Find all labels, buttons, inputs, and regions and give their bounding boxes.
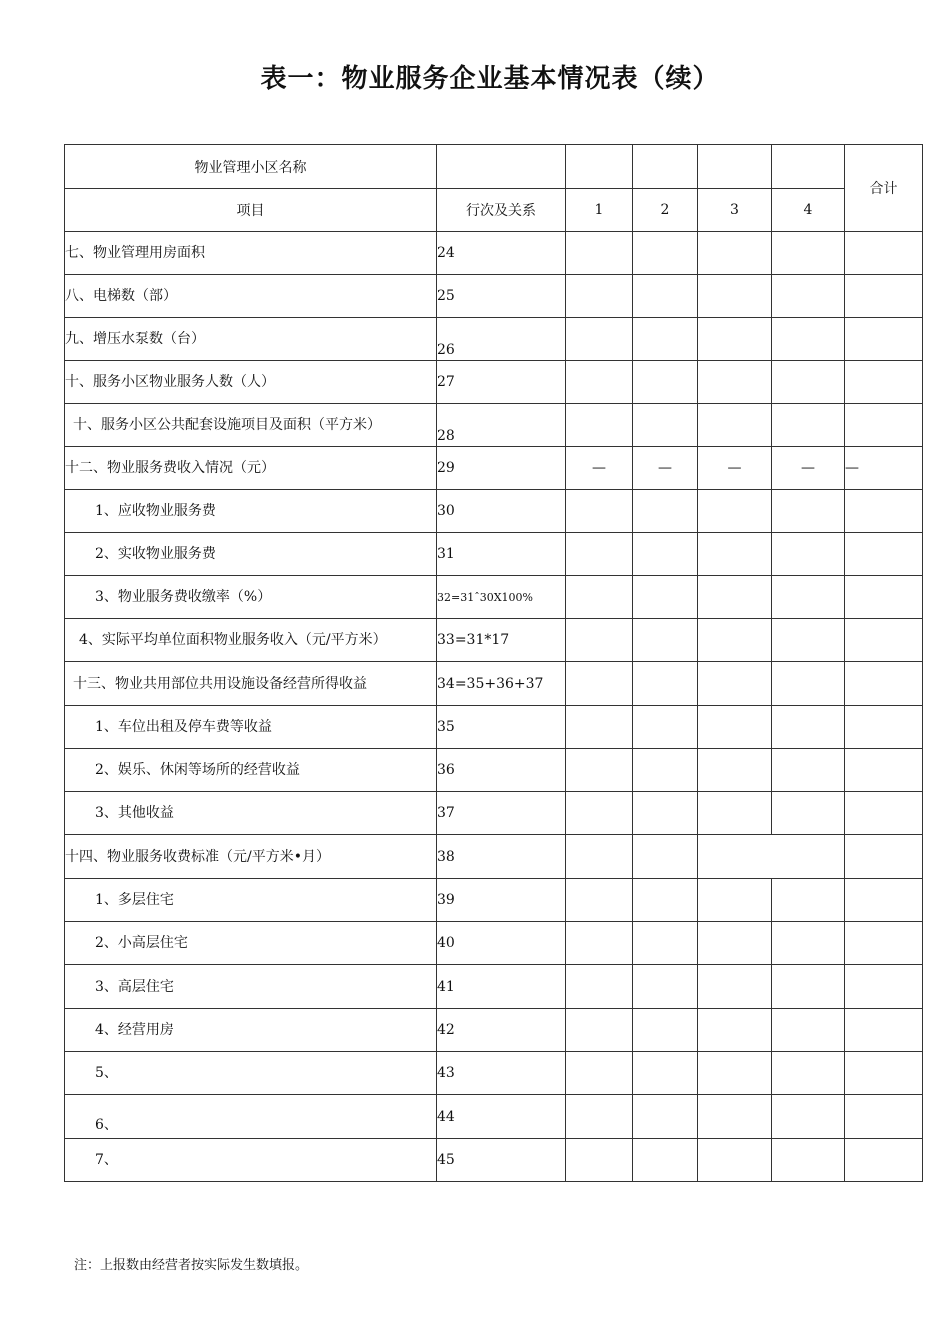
value-cell[interactable] [698, 965, 772, 1009]
district-cell-4[interactable] [772, 145, 845, 189]
district-cell-2[interactable] [633, 145, 698, 189]
value-cell[interactable] [698, 490, 772, 533]
value-cell[interactable] [633, 1139, 698, 1182]
district-name-label: 物业管理小区名称 [65, 145, 437, 189]
value-cell[interactable] [566, 749, 633, 792]
value-cell[interactable] [566, 533, 633, 576]
table-row [65, 749, 923, 792]
value-cell[interactable] [698, 879, 772, 922]
row-code: 40 [437, 922, 566, 965]
value-cell[interactable] [772, 749, 845, 792]
row-item: 十、服务小区物业服务人数（人） [65, 361, 437, 404]
value-cell[interactable] [566, 318, 633, 361]
district-cell-1[interactable] [566, 145, 633, 189]
row-item: 2、实收物业服务费 [65, 533, 437, 576]
value-cell[interactable] [772, 1139, 845, 1182]
table-row [65, 275, 923, 318]
total-cell[interactable] [845, 404, 923, 447]
table-row [65, 490, 923, 533]
value-cell[interactable] [566, 361, 633, 404]
value-cell[interactable] [772, 404, 845, 447]
value-cell[interactable] [566, 662, 633, 706]
header-row-columns [65, 189, 923, 232]
value-cell[interactable] [772, 361, 845, 404]
row-code: 36 [437, 749, 566, 792]
row-item: 1、多层住宅 [65, 879, 437, 922]
dash-cell: — [845, 447, 923, 490]
table-row [65, 662, 923, 706]
value-cell[interactable] [772, 533, 845, 576]
table-row [65, 447, 923, 490]
row-code: 41 [437, 965, 566, 1009]
value-cell[interactable] [566, 275, 633, 318]
row-code: 31 [437, 533, 566, 576]
row-item: 七、物业管理用房面积 [65, 232, 437, 275]
value-cell[interactable] [772, 619, 845, 662]
row-code: 45 [437, 1139, 566, 1182]
column-header-2: 2 [633, 189, 698, 232]
value-cell[interactable] [772, 275, 845, 318]
row-item: 6、 [65, 1095, 437, 1139]
value-cell[interactable] [698, 922, 772, 965]
value-cell[interactable] [566, 835, 633, 879]
value-cell[interactable] [772, 1095, 845, 1139]
total-header: 合计 [845, 145, 923, 232]
table-row [65, 792, 923, 835]
row-code: 35 [437, 706, 566, 749]
value-cell[interactable] [698, 1009, 772, 1052]
table-row [65, 318, 923, 361]
value-cell[interactable] [633, 965, 698, 1009]
value-cell[interactable] [698, 275, 772, 318]
value-cell-merged[interactable] [698, 835, 845, 879]
value-cell[interactable] [633, 706, 698, 749]
table-row [65, 619, 923, 662]
value-cell[interactable] [566, 792, 633, 835]
value-cell[interactable] [772, 706, 845, 749]
row-code: 28 [437, 404, 566, 447]
value-cell[interactable] [698, 576, 772, 619]
total-cell[interactable] [845, 749, 923, 792]
row-item: 十四、物业服务收费标准（元/平方米•月） [65, 835, 437, 879]
table-row [65, 1052, 923, 1095]
value-cell[interactable] [633, 922, 698, 965]
value-cell[interactable] [633, 318, 698, 361]
value-cell[interactable] [698, 361, 772, 404]
table-row [65, 835, 923, 879]
value-cell[interactable] [698, 1052, 772, 1095]
total-cell[interactable] [845, 1052, 923, 1095]
value-cell[interactable] [566, 1052, 633, 1095]
row-code: 38 [437, 835, 566, 879]
row-item: 1、车位出租及停车费等收益 [65, 706, 437, 749]
table-row [65, 1139, 923, 1182]
dash-cell: — [633, 447, 698, 490]
table-row [65, 1009, 923, 1052]
value-cell[interactable] [566, 922, 633, 965]
total-cell[interactable] [845, 576, 923, 619]
value-cell[interactable] [698, 619, 772, 662]
row-item: 2、小高层住宅 [65, 922, 437, 965]
page-title: 表一：物业服务企业基本情况表（续） [260, 64, 720, 94]
value-cell[interactable] [566, 1095, 633, 1139]
total-cell[interactable] [845, 835, 923, 879]
value-cell[interactable] [566, 1139, 633, 1182]
row-code: 44 [437, 1095, 566, 1139]
value-cell[interactable] [772, 1009, 845, 1052]
value-cell[interactable] [566, 706, 633, 749]
value-cell[interactable] [698, 232, 772, 275]
value-cell[interactable] [633, 490, 698, 533]
district-name-cell[interactable] [437, 145, 566, 189]
row-code: 24 [437, 232, 566, 275]
value-cell[interactable] [698, 404, 772, 447]
value-cell[interactable] [633, 792, 698, 835]
column-header-1: 1 [566, 189, 633, 232]
total-cell[interactable] [845, 318, 923, 361]
total-cell[interactable] [845, 706, 923, 749]
value-cell[interactable] [772, 879, 845, 922]
value-cell[interactable] [633, 533, 698, 576]
value-cell[interactable] [698, 792, 772, 835]
row-code: 26 [437, 318, 566, 361]
value-cell[interactable] [698, 662, 772, 706]
value-cell[interactable] [633, 275, 698, 318]
value-cell[interactable] [698, 318, 772, 361]
value-cell[interactable] [633, 1052, 698, 1095]
table-row [65, 533, 923, 576]
value-cell[interactable] [633, 404, 698, 447]
row-item: 1、应收物业服务费 [65, 490, 437, 533]
value-cell[interactable] [772, 965, 845, 1009]
total-cell[interactable] [845, 1139, 923, 1182]
value-cell[interactable] [633, 1095, 698, 1139]
value-cell[interactable] [698, 706, 772, 749]
total-cell[interactable] [845, 792, 923, 835]
row-code: 32=31ˆ30X100% [437, 576, 566, 619]
table-row [65, 404, 923, 447]
row-code: 30 [437, 490, 566, 533]
row-item: 九、增压水泵数（台） [65, 318, 437, 361]
row-code: 37 [437, 792, 566, 835]
table-row [65, 576, 923, 619]
total-cell[interactable] [845, 922, 923, 965]
value-cell[interactable] [633, 749, 698, 792]
dash-cell: — [772, 447, 845, 490]
value-cell[interactable] [566, 232, 633, 275]
value-cell[interactable] [566, 404, 633, 447]
value-cell[interactable] [633, 576, 698, 619]
value-cell[interactable] [566, 1009, 633, 1052]
value-cell[interactable] [772, 1052, 845, 1095]
total-cell[interactable] [845, 275, 923, 318]
row-code: 33=31*17 [437, 619, 566, 662]
footnote: 注：上报数由经营者按实际发生数填报。 [74, 1258, 309, 1273]
value-cell[interactable] [566, 965, 633, 1009]
row-item: 7、 [65, 1139, 437, 1182]
row-code: 27 [437, 361, 566, 404]
value-cell[interactable] [633, 1009, 698, 1052]
total-cell[interactable] [845, 1095, 923, 1139]
value-cell[interactable] [633, 619, 698, 662]
total-cell[interactable] [845, 619, 923, 662]
row-item: 3、高层住宅 [65, 965, 437, 1009]
row-code: 39 [437, 879, 566, 922]
row-code: 25 [437, 275, 566, 318]
row-item: 2、娱乐、休闲等场所的经营收益 [65, 749, 437, 792]
value-cell[interactable] [772, 318, 845, 361]
total-cell[interactable] [845, 490, 923, 533]
row-item: 十二、物业服务费收入情况（元） [65, 447, 437, 490]
value-cell[interactable] [772, 232, 845, 275]
table-row [65, 879, 923, 922]
value-cell[interactable] [772, 922, 845, 965]
value-cell[interactable] [566, 879, 633, 922]
value-cell[interactable] [772, 490, 845, 533]
value-cell[interactable] [772, 576, 845, 619]
dash-cell: — [698, 447, 772, 490]
total-cell[interactable] [845, 879, 923, 922]
value-cell[interactable] [566, 576, 633, 619]
item-header: 项目 [65, 189, 437, 232]
value-cell[interactable] [566, 619, 633, 662]
value-cell[interactable] [698, 533, 772, 576]
row-item: 3、物业服务费收缴率（%） [65, 576, 437, 619]
value-cell[interactable] [633, 879, 698, 922]
header-row-district [65, 145, 923, 189]
row-item: 3、其他收益 [65, 792, 437, 835]
table-row [65, 965, 923, 1009]
code-header: 行次及关系 [437, 189, 566, 232]
row-item: 八、电梯数（部） [65, 275, 437, 318]
value-cell[interactable] [772, 662, 845, 706]
value-cell[interactable] [633, 361, 698, 404]
total-cell[interactable] [845, 1009, 923, 1052]
row-code: 29 [437, 447, 566, 490]
table-row [65, 706, 923, 749]
dash-cell: — [566, 447, 633, 490]
value-cell[interactable] [698, 749, 772, 792]
column-header-4: 4 [772, 189, 845, 232]
total-cell[interactable] [845, 662, 923, 706]
row-item: 5、 [65, 1052, 437, 1095]
value-cell[interactable] [633, 232, 698, 275]
value-cell[interactable] [633, 662, 698, 706]
total-cell[interactable] [845, 965, 923, 1009]
district-cell-3[interactable] [698, 145, 772, 189]
column-header-3: 3 [698, 189, 772, 232]
total-cell[interactable] [845, 361, 923, 404]
row-code: 34=35+36+37 [437, 662, 566, 706]
value-cell[interactable] [772, 792, 845, 835]
value-cell[interactable] [633, 835, 698, 879]
table-row [65, 1095, 923, 1139]
value-cell[interactable] [566, 490, 633, 533]
property-info-table [64, 144, 923, 1182]
row-item: 十、服务小区公共配套设施项目及面积（平方米） [65, 404, 437, 447]
row-code: 42 [437, 1009, 566, 1052]
row-item: 4、经营用房 [65, 1009, 437, 1052]
table-row [65, 361, 923, 404]
table-row [65, 922, 923, 965]
row-item: 4、实际平均单位面积物业服务收入（元/平方米） [65, 619, 437, 662]
total-cell[interactable] [845, 232, 923, 275]
value-cell[interactable] [698, 1095, 772, 1139]
row-code: 43 [437, 1052, 566, 1095]
value-cell[interactable] [698, 1139, 772, 1182]
total-cell[interactable] [845, 533, 923, 576]
table-row [65, 232, 923, 275]
row-item: 十三、物业共用部位共用设施设备经营所得收益 [65, 662, 437, 706]
